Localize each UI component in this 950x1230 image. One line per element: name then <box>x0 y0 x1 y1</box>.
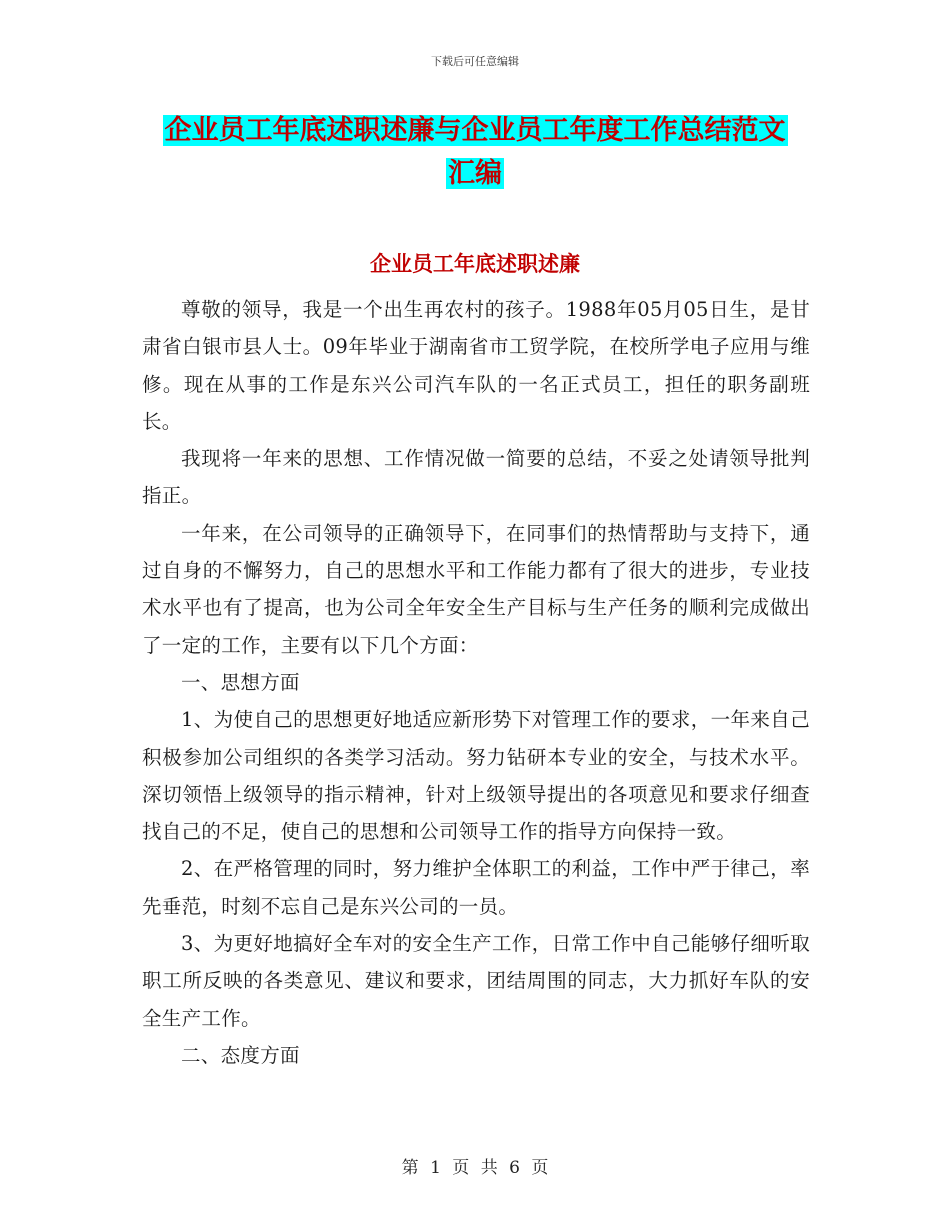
paragraph: 1、为使自己的思想更好地适应新形势下对管理工作的要求，一年来自己积极参加公司组织的各类学习活动。努力钻研本专业的安全，与技术水平。深切领悟上级领导的指示精神，针对上级领导提出的各项意见和要求仔细查找自己的不足，使自己的思想和公司领导工作的指导方向保持一致。 <box>142 708 810 844</box>
document-body <box>142 291 810 1074</box>
document-title <box>0 113 950 149</box>
paragraph: 我现将一年来的思想、工作情况做一简要的总结，不妥之处请领导批判指正。 <box>142 447 810 508</box>
paragraph: 一年来，在公司领导的正确领导下，在同事们的热情帮助与支持下，通过自身的不懈努力，自己的思想水平和工作能力都有了很大的进步，专业技术水平也有了提高，也为公司全年安全生产目标与生产任务的顺利完成做出了一定的工作，主要有以下几个方面： <box>142 521 810 657</box>
paragraph: 尊敬的领导，我是一个出生再农村的孩子。1988年05月05日生，是甘肃省白银市县人士。09年毕业于湖南省市工贸学院，在校所学电子应用与维修。现在从事的工作是东兴公司汽车队的一名正式员工，担任的职务副班长。 <box>142 298 810 433</box>
document-title-continued <box>0 156 950 192</box>
page-footer: 第 1 页 共 6 页 <box>401 1158 549 1178</box>
heading-attitude: 二、态度方面 <box>181 1043 300 1067</box>
paragraph: 3、为更好地搞好全车对的安全生产工作，日常工作中自己能够仔细听取职工所反映的各类意见、建议和要求，团结周围的同志，大力抓好车队的安全生产工作。 <box>142 932 810 1030</box>
heading-thought: 一、思想方面 <box>181 670 300 694</box>
document-title-line-2: 汇编 <box>448 158 502 189</box>
page-header: 下载后可任意编辑 <box>431 55 519 68</box>
document-title-line-1: 企业员工年底述职述廉与企业员工年度工作总结范文 <box>164 115 786 146</box>
paragraph: 2、在严格管理的同时，努力维护全体职工的利益，工作中严于律己，率先垂范，时刻不忘自己是东兴公司的一员。 <box>142 857 810 918</box>
section-title: 企业员工年底述职述廉 <box>370 251 580 276</box>
